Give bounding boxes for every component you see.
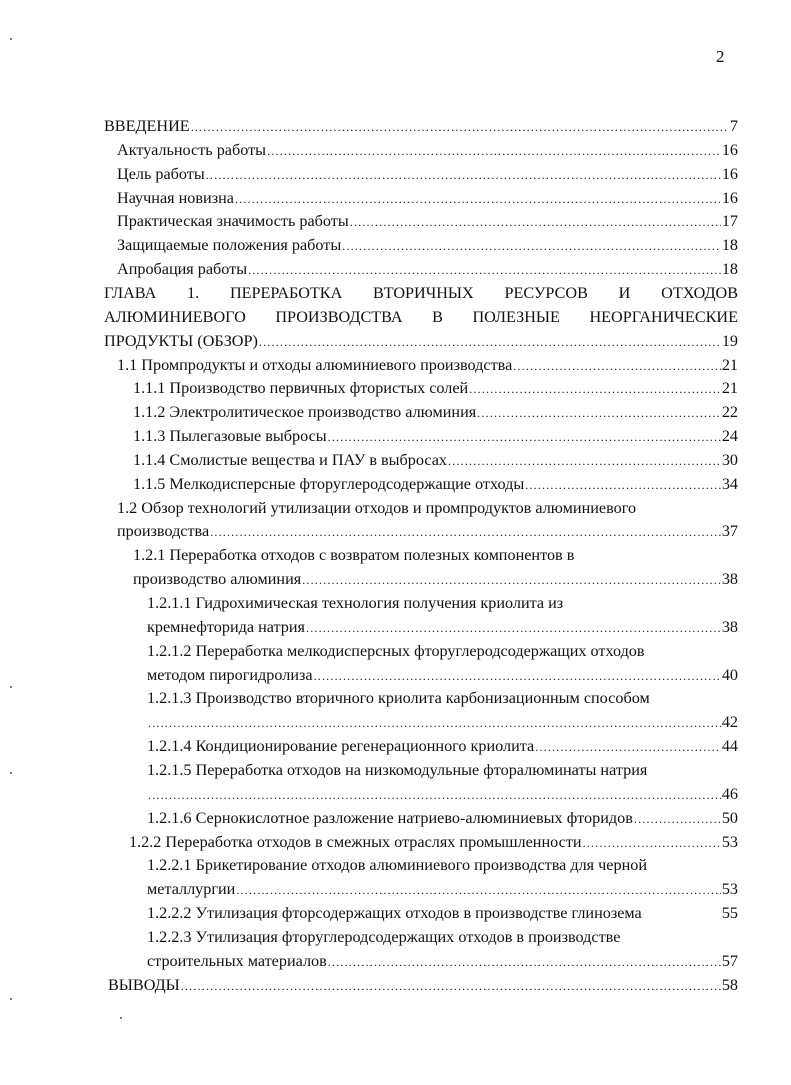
toc-page-number: 57: [721, 951, 738, 970]
toc-entry-title: 1.2.2.1 Брикетирование отходов алюминиевого производства для черной: [147, 856, 648, 875]
toc-entry: [133, 543, 738, 567]
dot-leader: [236, 878, 720, 902]
dot-leader: [148, 711, 721, 735]
toc-entry-title: производства: [117, 522, 210, 541]
dot-leader: [477, 401, 721, 425]
dot-leader: [306, 616, 721, 640]
toc-entry-title: ГЛАВА 1. ПЕРЕРАБОТКА ВТОРИЧНЫХ РЕСУРСОВ И ОТХОДОВ: [104, 283, 738, 302]
toc-page-number: 55: [721, 904, 738, 923]
dot-leader: [191, 115, 729, 139]
toc-page-number: 53: [721, 832, 738, 851]
toc-entry-title: 1.2.1 Переработка отходов с возвратом полезных компонентов в: [133, 546, 575, 565]
toc-entry: [147, 710, 738, 734]
toc-entry-title: 1.2 Обзор технологий утилизации отходов и промпродуктов алюминиевого: [117, 498, 637, 517]
dot-leader: [206, 163, 721, 187]
toc-page-number: 18: [721, 236, 738, 255]
toc-entry-title: 1.2.1.4 Кондиционирование регенерационного криолита: [147, 737, 535, 756]
toc-entry-title: Научная новизна: [117, 188, 234, 207]
toc-entry: [104, 329, 738, 353]
toc-page-number: 40: [721, 665, 738, 684]
dot-leader: [469, 377, 721, 401]
toc-entry-title: методом пирогидролиза: [147, 665, 313, 684]
toc-page-number: 24: [721, 427, 738, 446]
toc-entry-title: 1.1 Промпродукты и отходы алюминиевого производства: [117, 355, 513, 374]
scan-speck: [120, 1017, 122, 1019]
toc-entry-title: 1.1.2 Электролитическое производство алюминия: [133, 403, 477, 422]
dot-leader: [350, 210, 721, 234]
toc-entry: [133, 472, 738, 496]
toc-entry: [117, 496, 738, 520]
dot-leader: [235, 187, 721, 211]
toc-entry-title: 1.2.1.6 Сернокислотное разложение натриево-алюминиевых фторидов: [147, 808, 633, 827]
toc-entry: [117, 209, 738, 233]
dot-leader: [448, 449, 721, 473]
dot-leader: [525, 473, 721, 497]
toc-entry-title: АЛЮМИНИЕВОГО ПРОИЗВОДСТВА В ПОЛЕЗНЫЕ НЕОРГАНИЧЕСКИЕ: [104, 307, 738, 326]
toc-page-number: 16: [721, 188, 738, 207]
dot-leader: [302, 568, 721, 592]
toc-entry: [147, 853, 738, 877]
toc-entry-title: производство алюминия: [133, 570, 302, 589]
toc-entry-title: 1.2.1.2 Переработка мелкодисперсных фторуглеродсодержащих отходов: [147, 641, 645, 660]
toc-entry: [147, 806, 738, 830]
toc-entry: [147, 686, 738, 710]
toc-entry: [147, 663, 738, 687]
toc-entry-title: Актуальность работы: [117, 140, 267, 159]
toc-page-number: 17: [721, 212, 738, 231]
dot-leader: [248, 258, 721, 282]
scan-speck: [10, 38, 12, 40]
toc-entry: [117, 353, 738, 377]
toc-entry: [108, 973, 738, 997]
toc-page-number: 7: [729, 117, 738, 135]
toc-page-number: 53: [721, 880, 738, 899]
scan-speck: [10, 772, 12, 774]
dot-leader: [181, 974, 721, 998]
toc-entry: [147, 877, 738, 901]
toc-entry: [147, 615, 738, 639]
toc-entry: [117, 186, 738, 210]
toc-entry: [117, 162, 738, 186]
toc-entry-title: 1.1.4 Смолистые вещества и ПАУ в выбросах: [133, 450, 448, 469]
page-number: 2: [716, 47, 725, 66]
toc-entry: [104, 281, 738, 305]
toc-page-number: 44: [721, 737, 738, 756]
toc-page-number: 16: [721, 140, 738, 159]
dot-leader: [267, 139, 721, 163]
toc-entry: [147, 591, 738, 615]
toc-entry: [133, 400, 738, 424]
toc-entry-title: 1.1.3 Пылегазовые выбросы: [133, 427, 327, 446]
toc-page-number: 50: [721, 808, 738, 827]
toc-entry: [133, 448, 738, 472]
toc-entry: [147, 782, 738, 806]
toc-entry: [117, 138, 738, 162]
toc-entry-title: Цель работы: [117, 164, 205, 183]
toc-entry: [117, 519, 738, 543]
toc-entry-title: Апробация работы: [117, 260, 248, 279]
toc-entry: [133, 376, 738, 400]
toc-page-number: 21: [721, 379, 738, 398]
toc-entry: [147, 639, 738, 663]
toc-page-number: 37: [721, 522, 738, 541]
toc-page-number: 18: [721, 260, 738, 279]
toc-entry-title: металлургии: [147, 880, 236, 899]
toc-entry-title: 1.2.2.3 Утилизация фторуглеродсодержащих отходов в производстве: [147, 927, 621, 946]
dot-leader: [148, 783, 721, 807]
toc-entry-title: 1.2.1.3 Производство вторичного криолита карбонизационным способом: [147, 689, 650, 708]
toc-entry-title: Практическая значимость работы: [117, 212, 349, 231]
toc-entry: [147, 949, 738, 973]
toc-entry-title: ВВЕДЕНИЕ: [104, 117, 190, 135]
dot-leader: [259, 330, 721, 354]
dot-leader: [634, 807, 721, 831]
toc-page-number: 46: [721, 784, 738, 803]
toc-entry: [104, 305, 738, 329]
toc-entry-title: 1.2.1.5 Переработка отходов на низкомодульные фторалюминаты натрия: [147, 760, 648, 779]
toc-entry: [147, 758, 738, 782]
toc-entry: [147, 925, 738, 949]
toc-entry-title: 1.1.5 Мелкодисперсные фторуглеродсодержащие отходы: [133, 474, 525, 493]
toc-entry-title: кремнефторида натрия: [147, 617, 306, 636]
dot-leader: [342, 234, 721, 258]
dot-leader: [314, 664, 721, 688]
toc-page-number: 22: [721, 403, 738, 422]
toc-page-number: 19: [721, 331, 738, 350]
toc-entry-title: 1.2.2 Переработка отходов в смежных отраслях промышленности: [129, 832, 582, 851]
toc-page-number: 34: [721, 474, 738, 493]
toc-entry: [147, 734, 738, 758]
scan-speck: [10, 998, 12, 1000]
dot-leader: [210, 520, 721, 544]
toc-entry-title: ВЫВОДЫ: [108, 975, 180, 994]
scan-speck: [10, 686, 12, 688]
toc-entry: [117, 233, 738, 257]
toc-page-number: 38: [721, 570, 738, 589]
toc-entry-title: Защищаемые положения работы: [117, 236, 342, 255]
toc-entry: [104, 114, 738, 138]
toc-page-number: 58: [721, 975, 738, 994]
toc-entry: [133, 424, 738, 448]
toc-entry: [117, 257, 738, 281]
dot-leader: [583, 831, 721, 855]
dot-leader: [513, 354, 721, 378]
toc-entry: [133, 567, 738, 591]
toc-entry-title: 1.1.1 Производство первичных фтористых солей: [133, 379, 469, 398]
toc-entry-title: строительных материалов: [147, 951, 327, 970]
toc-entry: [129, 830, 738, 854]
toc-page-number: 30: [721, 450, 738, 469]
toc-page-number: 21: [721, 355, 738, 374]
toc-entry-title: 1.2.2.2 Утилизация фторсодержащих отходов в производстве глинозема: [147, 904, 642, 923]
toc-page-number: 16: [721, 164, 738, 183]
toc-entry: [147, 901, 738, 925]
toc-entry-title: 1.2.1.1 Гидрохимическая технология получения криолита из: [147, 594, 564, 612]
dot-leader: [328, 950, 721, 974]
toc-page-number: 38: [721, 617, 738, 636]
toc-page-number: 42: [721, 713, 738, 732]
toc-entry-title: ПРОДУКТЫ (ОБЗОР): [104, 331, 258, 350]
dot-leader: [535, 735, 721, 759]
dot-leader: [328, 425, 721, 449]
